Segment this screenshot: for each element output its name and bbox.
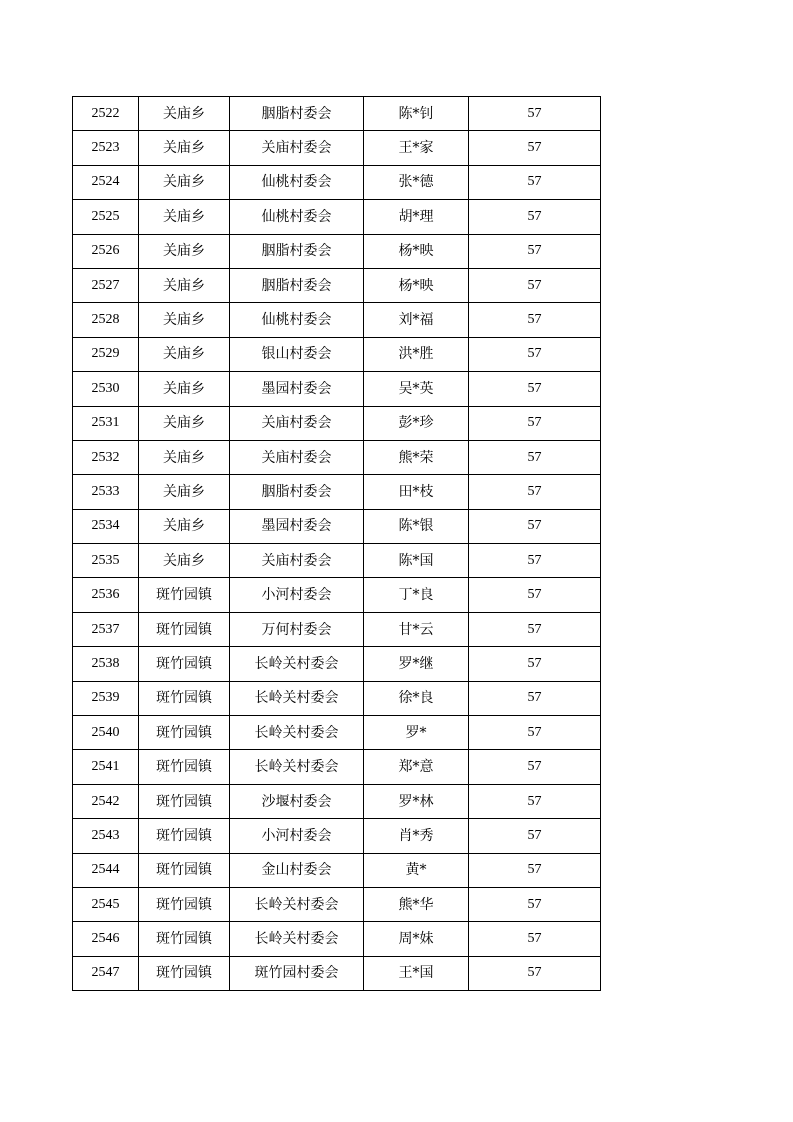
- serial-number-cell: 2523: [73, 131, 139, 165]
- age-cell: 57: [469, 956, 601, 990]
- person-name-cell: 罗*继: [364, 647, 469, 681]
- age-cell: 57: [469, 716, 601, 750]
- table-row: [73, 303, 601, 337]
- age-cell: 57: [469, 681, 601, 715]
- village-committee-cell: 长岭关村委会: [230, 716, 364, 750]
- serial-number-cell: 2545: [73, 887, 139, 921]
- person-name-cell: 胡*理: [364, 200, 469, 234]
- person-name-cell: 彭*珍: [364, 406, 469, 440]
- age-cell: 57: [469, 200, 601, 234]
- table-row: [73, 268, 601, 302]
- township-cell: 斑竹园镇: [139, 612, 230, 646]
- serial-number-cell: 2531: [73, 406, 139, 440]
- serial-number-cell: 2541: [73, 750, 139, 784]
- table-row: [73, 509, 601, 543]
- serial-number-cell: 2529: [73, 337, 139, 371]
- village-committee-cell: 胭脂村委会: [230, 475, 364, 509]
- serial-number-cell: 2539: [73, 681, 139, 715]
- person-name-cell: 罗*林: [364, 784, 469, 818]
- table-row: [73, 97, 601, 131]
- township-cell: 关庙乡: [139, 337, 230, 371]
- table-row: [73, 337, 601, 371]
- age-cell: 57: [469, 578, 601, 612]
- table-row: [73, 887, 601, 921]
- village-committee-cell: 胭脂村委会: [230, 268, 364, 302]
- roster-table-body: [73, 97, 601, 991]
- township-cell: 关庙乡: [139, 234, 230, 268]
- table-row: [73, 750, 601, 784]
- serial-number-cell: 2526: [73, 234, 139, 268]
- person-name-cell: 刘*福: [364, 303, 469, 337]
- table-row: [73, 612, 601, 646]
- serial-number-cell: 2543: [73, 819, 139, 853]
- age-cell: 57: [469, 303, 601, 337]
- table-row: [73, 475, 601, 509]
- township-cell: 关庙乡: [139, 372, 230, 406]
- table-row: [73, 440, 601, 474]
- person-name-cell: 陈*国: [364, 544, 469, 578]
- table-row: [73, 131, 601, 165]
- person-name-cell: 杨*映: [364, 234, 469, 268]
- serial-number-cell: 2534: [73, 509, 139, 543]
- table-row: [73, 716, 601, 750]
- serial-number-cell: 2527: [73, 268, 139, 302]
- township-cell: 斑竹园镇: [139, 578, 230, 612]
- person-name-cell: 田*枝: [364, 475, 469, 509]
- person-name-cell: 周*妹: [364, 922, 469, 956]
- serial-number-cell: 2542: [73, 784, 139, 818]
- township-cell: 斑竹园镇: [139, 853, 230, 887]
- serial-number-cell: 2547: [73, 956, 139, 990]
- table-row: [73, 165, 601, 199]
- person-name-cell: 杨*映: [364, 268, 469, 302]
- age-cell: 57: [469, 887, 601, 921]
- age-cell: 57: [469, 97, 601, 131]
- village-committee-cell: 沙堰村委会: [230, 784, 364, 818]
- age-cell: 57: [469, 750, 601, 784]
- table-row: [73, 578, 601, 612]
- person-name-cell: 郑*意: [364, 750, 469, 784]
- serial-number-cell: 2544: [73, 853, 139, 887]
- person-name-cell: 丁*良: [364, 578, 469, 612]
- serial-number-cell: 2536: [73, 578, 139, 612]
- age-cell: 57: [469, 647, 601, 681]
- township-cell: 关庙乡: [139, 268, 230, 302]
- village-committee-cell: 仙桃村委会: [230, 303, 364, 337]
- township-cell: 斑竹园镇: [139, 956, 230, 990]
- township-cell: 关庙乡: [139, 440, 230, 474]
- table-row: [73, 956, 601, 990]
- township-cell: 关庙乡: [139, 303, 230, 337]
- township-cell: 关庙乡: [139, 544, 230, 578]
- age-cell: 57: [469, 440, 601, 474]
- village-committee-cell: 墨园村委会: [230, 372, 364, 406]
- township-cell: 斑竹园镇: [139, 716, 230, 750]
- age-cell: 57: [469, 234, 601, 268]
- age-cell: 57: [469, 406, 601, 440]
- village-committee-cell: 小河村委会: [230, 819, 364, 853]
- village-committee-cell: 万何村委会: [230, 612, 364, 646]
- serial-number-cell: 2533: [73, 475, 139, 509]
- age-cell: 57: [469, 509, 601, 543]
- village-committee-cell: 银山村委会: [230, 337, 364, 371]
- township-cell: 关庙乡: [139, 406, 230, 440]
- table-row: [73, 681, 601, 715]
- village-committee-cell: 斑竹园村委会: [230, 956, 364, 990]
- person-name-cell: 陈*银: [364, 509, 469, 543]
- village-committee-cell: 金山村委会: [230, 853, 364, 887]
- township-cell: 斑竹园镇: [139, 681, 230, 715]
- township-cell: 斑竹园镇: [139, 887, 230, 921]
- village-committee-cell: 长岭关村委会: [230, 887, 364, 921]
- table-row: [73, 784, 601, 818]
- village-committee-cell: 仙桃村委会: [230, 200, 364, 234]
- person-name-cell: 罗*: [364, 716, 469, 750]
- village-committee-cell: 胭脂村委会: [230, 97, 364, 131]
- township-cell: 关庙乡: [139, 131, 230, 165]
- serial-number-cell: 2535: [73, 544, 139, 578]
- township-cell: 关庙乡: [139, 200, 230, 234]
- township-cell: 关庙乡: [139, 165, 230, 199]
- village-committee-cell: 长岭关村委会: [230, 681, 364, 715]
- village-committee-cell: 胭脂村委会: [230, 234, 364, 268]
- village-committee-cell: 仙桃村委会: [230, 165, 364, 199]
- township-cell: 斑竹园镇: [139, 750, 230, 784]
- village-committee-cell: 长岭关村委会: [230, 750, 364, 784]
- township-cell: 斑竹园镇: [139, 922, 230, 956]
- age-cell: 57: [469, 922, 601, 956]
- person-name-cell: 徐*良: [364, 681, 469, 715]
- serial-number-cell: 2530: [73, 372, 139, 406]
- person-name-cell: 甘*云: [364, 612, 469, 646]
- person-name-cell: 张*德: [364, 165, 469, 199]
- age-cell: 57: [469, 475, 601, 509]
- age-cell: 57: [469, 544, 601, 578]
- serial-number-cell: 2522: [73, 97, 139, 131]
- township-cell: 关庙乡: [139, 475, 230, 509]
- age-cell: 57: [469, 268, 601, 302]
- person-name-cell: 王*家: [364, 131, 469, 165]
- person-name-cell: 洪*胜: [364, 337, 469, 371]
- township-cell: 关庙乡: [139, 509, 230, 543]
- village-committee-cell: 小河村委会: [230, 578, 364, 612]
- serial-number-cell: 2537: [73, 612, 139, 646]
- serial-number-cell: 2540: [73, 716, 139, 750]
- age-cell: 57: [469, 853, 601, 887]
- village-committee-cell: 长岭关村委会: [230, 922, 364, 956]
- person-name-cell: 王*国: [364, 956, 469, 990]
- village-committee-cell: 墨园村委会: [230, 509, 364, 543]
- age-cell: 57: [469, 612, 601, 646]
- serial-number-cell: 2546: [73, 922, 139, 956]
- table-row: [73, 234, 601, 268]
- age-cell: 57: [469, 165, 601, 199]
- village-committee-cell: 长岭关村委会: [230, 647, 364, 681]
- serial-number-cell: 2524: [73, 165, 139, 199]
- table-row: [73, 647, 601, 681]
- table-row: [73, 819, 601, 853]
- table-row: [73, 922, 601, 956]
- serial-number-cell: 2528: [73, 303, 139, 337]
- age-cell: 57: [469, 337, 601, 371]
- village-committee-cell: 关庙村委会: [230, 406, 364, 440]
- serial-number-cell: 2538: [73, 647, 139, 681]
- age-cell: 57: [469, 784, 601, 818]
- serial-number-cell: 2532: [73, 440, 139, 474]
- serial-number-cell: 2525: [73, 200, 139, 234]
- village-committee-cell: 关庙村委会: [230, 440, 364, 474]
- table-row: [73, 853, 601, 887]
- roster-table: [72, 96, 601, 991]
- village-committee-cell: 关庙村委会: [230, 544, 364, 578]
- table-row: [73, 544, 601, 578]
- township-cell: 斑竹园镇: [139, 784, 230, 818]
- table-row: [73, 406, 601, 440]
- person-name-cell: 吴*英: [364, 372, 469, 406]
- age-cell: 57: [469, 819, 601, 853]
- township-cell: 斑竹园镇: [139, 819, 230, 853]
- township-cell: 关庙乡: [139, 97, 230, 131]
- person-name-cell: 陈*钊: [364, 97, 469, 131]
- person-name-cell: 熊*荣: [364, 440, 469, 474]
- table-row: [73, 200, 601, 234]
- age-cell: 57: [469, 131, 601, 165]
- person-name-cell: 肖*秀: [364, 819, 469, 853]
- person-name-cell: 黄*: [364, 853, 469, 887]
- table-row: [73, 372, 601, 406]
- village-committee-cell: 关庙村委会: [230, 131, 364, 165]
- person-name-cell: 熊*华: [364, 887, 469, 921]
- age-cell: 57: [469, 372, 601, 406]
- township-cell: 斑竹园镇: [139, 647, 230, 681]
